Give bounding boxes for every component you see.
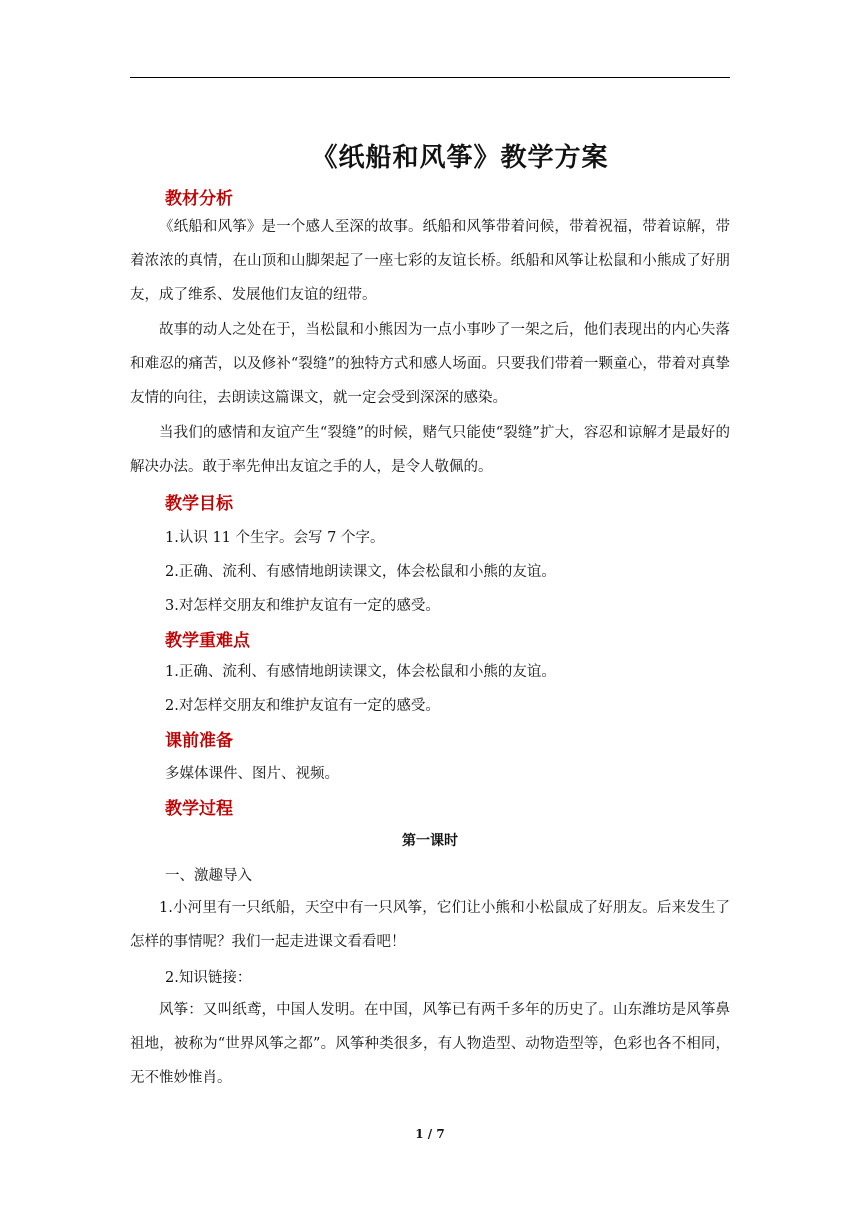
goal-item-3: 3.对怎样交朋友和维护友谊有一定的感受。	[165, 598, 440, 614]
analysis-paragraph-2: 故事的动人之处在于，当松鼠和小熊因为一点小事吵了一架之后，他们表现出的内心失落和难忍的痛苦，以及修补“裂缝”的独特方式和感人场面。只要我们带着一颗童心，带着对真挚友情的向往，去朗读这篇课文，就一定会受到深深的感染。	[130, 322, 730, 406]
key-point-item-1: 1.正确、流利、有感情地朗读课文，体会松鼠和小熊的友谊。	[165, 664, 556, 680]
analysis-paragraph-1: 《纸船和风筝》是一个感人至深的故事。纸船和风筝带着问候，带着祝福，带着谅解，带着浓浓的真情，在山顶和山脚架起了一座七彩的友谊长桥。纸船和风筝让松鼠和小熊成了好朋友，成了维系、发展他们友谊的纽带。	[130, 219, 730, 303]
heading-key-points: 教学重难点	[165, 631, 250, 651]
page-number: 1 / 7	[415, 1127, 445, 1141]
goal-item-2: 2.正确、流利、有感情地朗读课文，体会松鼠和小熊的友谊。	[165, 564, 556, 580]
process-paragraph-2: 风筝：又叫纸鸢，中国人发明。在中国，风筝已有两千多年的历史了。山东潍坊是风筝鼻祖地，被称为“世界风筝之都”。风筝种类很多，有人物造型、动物造型等，色彩也各不相同，无不惟妙惟肖。	[130, 1002, 730, 1086]
heading-preparation: 课前准备	[165, 731, 233, 751]
process-item-2: 2.知识链接：	[165, 970, 252, 986]
process-paragraph-1: 1.小河里有一只纸船，天空中有一只风筝，它们让小熊和小松鼠成了好朋友。后来发生了怎样的事情呢？我们一起走进课文看看吧！	[130, 900, 730, 950]
document-title: 《纸船和风筝》教学方案	[311, 143, 609, 173]
heading-goals: 教学目标	[165, 494, 233, 514]
preparation-text: 多媒体课件、图片、视频。	[165, 766, 339, 782]
key-point-item-2: 2.对怎样交朋友和维护友谊有一定的感受。	[165, 698, 440, 714]
lesson-label: 第一课时	[402, 833, 458, 849]
heading-analysis: 教材分析	[165, 189, 233, 209]
process-step-1: 一、激趣导入	[165, 868, 252, 884]
header-rule	[130, 77, 730, 78]
analysis-paragraph-3: 当我们的感情和友谊产生“裂缝”的时候，赌气只能使“裂缝”扩大，容忍和谅解才是最好的解决办法。敢于率先伸出友谊之手的人，是令人敬佩的。	[130, 425, 730, 475]
heading-process: 教学过程	[165, 799, 233, 819]
goal-item-1: 1.认识 11 个生字。会写 7 个字。	[165, 530, 385, 546]
